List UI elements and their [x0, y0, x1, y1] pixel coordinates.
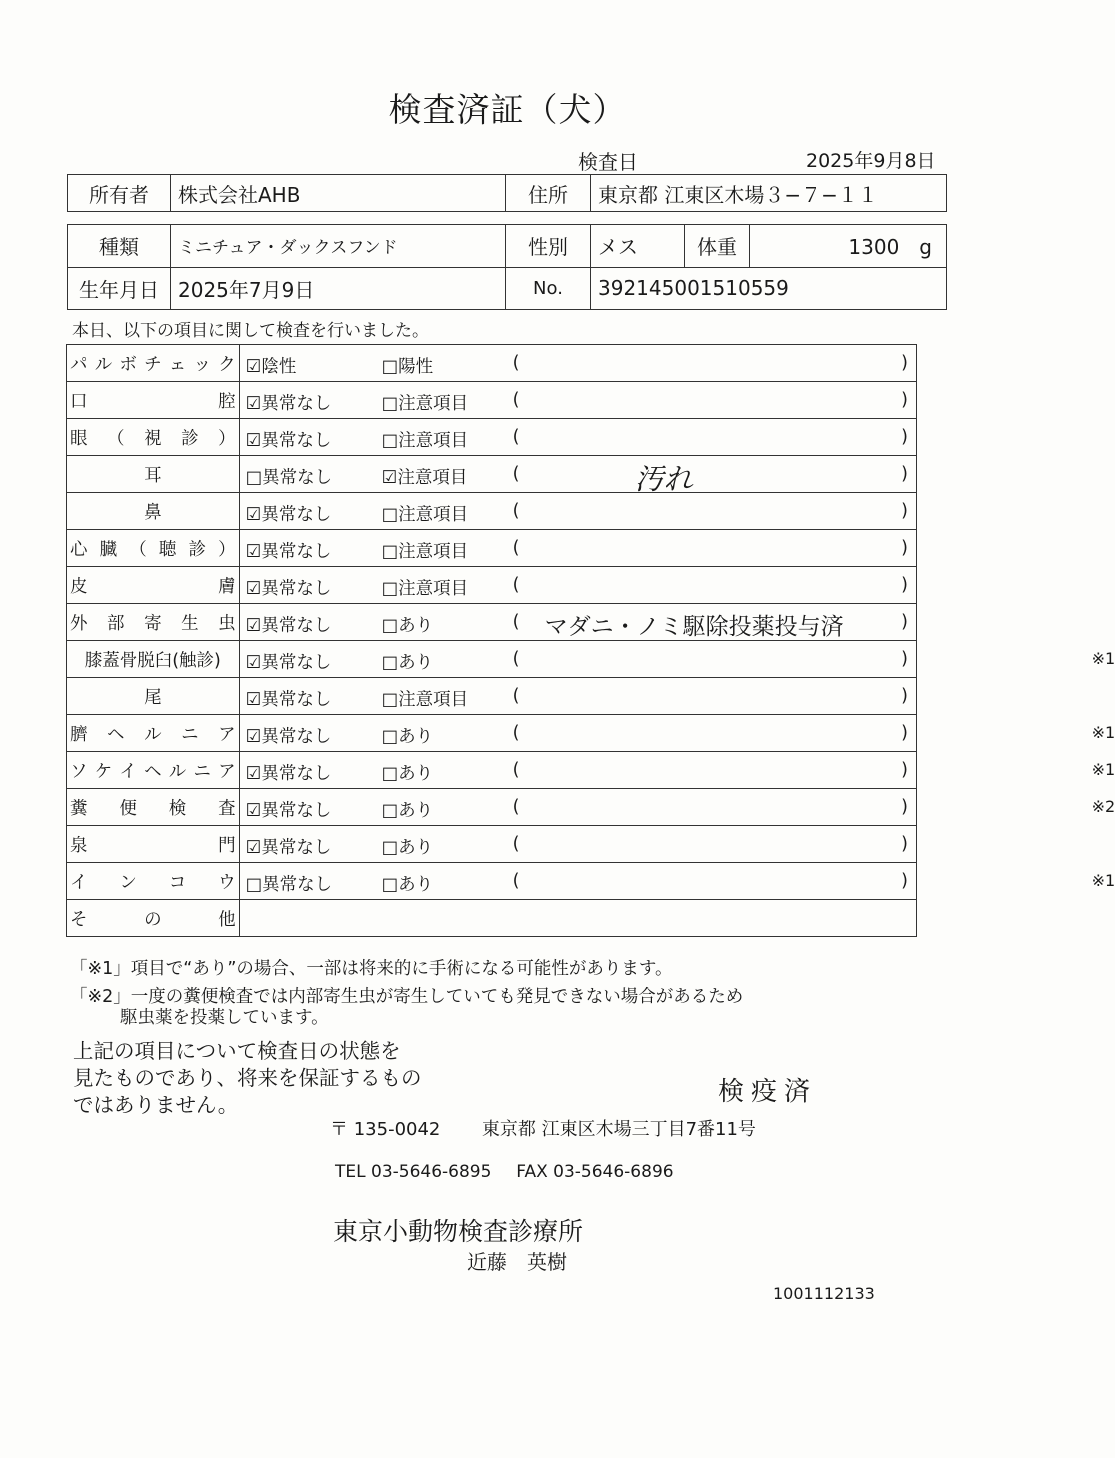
item-options-cell — [239, 530, 916, 567]
inspection-row — [67, 678, 917, 715]
paren-open: ( — [512, 501, 520, 521]
item-label-cell — [67, 715, 240, 752]
item-label — [70, 425, 236, 450]
inspection-row — [67, 419, 917, 456]
paren-close: ) — [901, 390, 908, 410]
option-alert-label: 注意項目 — [398, 505, 469, 525]
label-char: 皮 — [70, 576, 88, 597]
label-char: 心 — [70, 539, 88, 560]
label-char: ル — [168, 761, 187, 782]
item-label-cell — [67, 382, 240, 419]
option-normal — [246, 723, 332, 748]
item-label-cell — [67, 419, 240, 456]
inspection-row — [67, 752, 917, 789]
inspection-rows — [67, 345, 1115, 937]
handwritten-note: 汚れ — [634, 462, 693, 496]
option-normal-label: 異常なし — [261, 764, 332, 784]
label-char: 検 — [168, 798, 187, 819]
item-label-cell — [67, 567, 240, 604]
item-options-cell — [239, 863, 1115, 900]
label-char: 診 — [181, 428, 199, 449]
inspection-row — [67, 382, 917, 419]
inspection-date-label: 検査日 — [578, 150, 638, 174]
label-char: イ — [119, 761, 137, 782]
inspection-date-value: 2025年9月8日 — [806, 150, 936, 172]
option-normal — [246, 649, 332, 674]
checked-box-icon: ☑ — [245, 801, 262, 821]
footnote-mark: ※1 — [1091, 760, 1115, 779]
option-alert — [382, 427, 469, 452]
quarantine-stamp: 検疫済 — [718, 1077, 818, 1107]
checked-box-icon: ☑ — [245, 764, 262, 784]
item-label-cell — [67, 752, 240, 789]
item-options-cell — [239, 567, 916, 604]
option-alert-label: あり — [398, 616, 434, 636]
option-normal — [246, 390, 332, 415]
label-char: 糞 — [70, 798, 88, 819]
clinic-address: 東京都 江東区木場三丁目7番11号 — [481, 1119, 756, 1140]
inspection-row — [67, 530, 917, 567]
checkbox-icon: □ — [381, 579, 399, 599]
paren-close: ) — [901, 612, 908, 632]
item-label — [70, 536, 236, 561]
checkbox-icon: □ — [381, 653, 399, 673]
item-label-cell — [67, 456, 240, 493]
item-label-cell — [67, 493, 240, 530]
paren-open: ( — [512, 390, 520, 410]
birthdate-value: 2025年7月9日 — [171, 267, 506, 310]
item-label — [70, 758, 236, 783]
item-label — [70, 832, 236, 857]
label-char: 眼 — [70, 428, 88, 449]
option-alert-label: 陽性 — [398, 357, 434, 377]
option-normal-label: 異常なし — [261, 431, 332, 451]
option-normal — [246, 760, 332, 785]
option-alert — [382, 575, 469, 600]
item-label-cell — [67, 345, 240, 382]
checkbox-icon: □ — [381, 875, 399, 895]
inspection-row — [67, 715, 917, 752]
item-options-cell — [239, 826, 916, 863]
item-label — [70, 573, 236, 598]
label-char: そ — [70, 909, 88, 930]
checked-box-icon: ☑ — [245, 357, 262, 377]
label-char: 臓 — [99, 539, 118, 560]
item-label-cell — [67, 678, 240, 715]
option-normal-label: 異常なし — [261, 690, 332, 710]
checked-box-icon: ☑ — [245, 838, 262, 858]
footnote-mark: ※1 — [1091, 723, 1115, 742]
inspection-row — [67, 456, 917, 493]
label-char: ル — [94, 354, 113, 375]
paren-close: ) — [901, 797, 908, 817]
address-value: 東京都 江東区木場３−７−１１ — [591, 175, 947, 212]
inspection-row-other — [67, 900, 917, 937]
label-char: 臍 — [70, 724, 88, 745]
paren-open: ( — [512, 760, 520, 780]
option-alert — [382, 353, 434, 378]
checkbox-icon: □ — [381, 505, 399, 525]
checkbox-icon: □ — [381, 801, 399, 821]
item-label — [70, 869, 236, 894]
address-label: 住所 — [506, 175, 591, 212]
item-label — [70, 906, 236, 931]
label-char: 部 — [107, 613, 125, 634]
option-normal-label: 異常なし — [261, 616, 332, 636]
inspection-table — [66, 344, 1115, 937]
label-char: 診 — [188, 539, 206, 560]
pet-info-table — [67, 224, 947, 310]
inspection-row — [67, 789, 917, 826]
item-options-cell — [239, 715, 1115, 752]
item-options-cell — [239, 493, 916, 530]
label-char: ア — [218, 724, 236, 745]
checked-box-icon: ☑ — [245, 542, 262, 562]
checked-box-icon: ☑ — [245, 579, 262, 599]
intro-text: 本日、以下の項目に関して検査を行いました。 — [72, 321, 429, 341]
item-label-cell — [67, 826, 240, 863]
inspection-row — [67, 641, 917, 678]
paren-open: ( — [512, 575, 520, 595]
item-label: 耳 — [144, 465, 162, 486]
label-char: 腔 — [218, 391, 236, 412]
checked-box-icon: ☑ — [245, 505, 262, 525]
inspection-row — [67, 345, 917, 382]
label-char: 便 — [119, 798, 137, 819]
option-normal-label: 異常なし — [262, 875, 333, 895]
option-alert — [382, 464, 468, 489]
paren-close: ) — [901, 723, 908, 743]
weight-value: 1300 — [848, 235, 900, 260]
option-normal — [246, 427, 332, 452]
checked-box-icon: ☑ — [245, 616, 262, 636]
checked-box-icon: ☑ — [245, 727, 262, 747]
option-normal — [246, 834, 332, 859]
label-char: 聴 — [158, 539, 177, 560]
footnote-mark: ※1 — [1091, 649, 1115, 668]
item-options-cell — [239, 641, 1115, 678]
item-options-cell — [239, 419, 916, 456]
option-normal — [246, 612, 332, 637]
item-label-cell — [67, 641, 240, 678]
option-alert-label: 注意項目 — [398, 690, 469, 710]
option-alert — [382, 797, 434, 822]
document-code: 1001112133 — [773, 1284, 875, 1303]
label-char: 視 — [144, 428, 162, 449]
paren-open: ( — [512, 538, 520, 558]
item-options-cell — [239, 604, 916, 641]
disclaimer-line-3: ではありません。 — [73, 1093, 239, 1117]
option-alert — [382, 538, 469, 563]
inspection-row — [67, 863, 917, 900]
option-alert — [382, 501, 469, 526]
label-char: コ — [168, 872, 187, 893]
label-char: 門 — [218, 835, 236, 856]
label-char: ェ — [168, 354, 187, 375]
owner-value: 株式会社AHB — [171, 175, 506, 212]
option-alert-label: 注意項目 — [397, 468, 468, 488]
checkbox-icon: □ — [381, 690, 399, 710]
label-char: イ — [70, 872, 88, 893]
item-options-cell — [239, 678, 916, 715]
label-char: ケ — [94, 761, 113, 782]
option-normal-label: 異常なし — [261, 542, 332, 562]
doctor-name: 近藤 英樹 — [467, 1250, 567, 1274]
option-normal-label: 異常なし — [261, 394, 332, 414]
option-alert — [382, 686, 469, 711]
item-options-cell — [239, 752, 1115, 789]
item-label — [70, 610, 236, 635]
label-char: ヘ — [144, 761, 162, 782]
label-char: ク — [218, 354, 236, 375]
label-char: ニ — [181, 724, 199, 745]
label-char: 査 — [218, 798, 236, 819]
option-normal — [246, 575, 332, 600]
paren-open: ( — [512, 464, 520, 484]
checkbox-icon: □ — [245, 875, 263, 895]
paren-close: ) — [901, 575, 908, 595]
item-label: 鼻 — [144, 502, 162, 523]
label-char: （ — [107, 428, 125, 449]
label-char: ソ — [70, 761, 88, 782]
option-alert — [382, 834, 434, 859]
option-alert-label: あり — [398, 875, 434, 895]
option-alert — [382, 612, 434, 637]
label-char: 泉 — [70, 835, 88, 856]
item-options-cell — [239, 345, 916, 382]
checkbox-icon: □ — [381, 357, 399, 377]
option-normal — [246, 686, 332, 711]
label-char: 膚 — [218, 576, 236, 597]
paren-open: ( — [512, 834, 520, 854]
option-normal-label: 異常なし — [261, 727, 332, 747]
option-alert-label: あり — [398, 764, 434, 784]
option-alert-label: 注意項目 — [398, 394, 469, 414]
paren-close: ) — [901, 760, 908, 780]
checkbox-icon: □ — [381, 616, 399, 636]
option-normal-label: 異常なし — [261, 801, 332, 821]
item-note: マダニ・ノミ駆除投薬投与済 — [544, 614, 844, 640]
inspection-row — [67, 493, 917, 530]
tel-number: TEL 03-5646-6895 — [335, 1162, 492, 1182]
label-char: 虫 — [218, 613, 236, 634]
option-normal-label: 陰性 — [261, 357, 297, 377]
postal-code: 〒 135-0042 — [330, 1119, 441, 1140]
weight-cell — [750, 225, 947, 268]
option-normal — [246, 501, 332, 526]
checked-box-icon: ☑ — [381, 468, 398, 488]
label-char: 外 — [70, 613, 88, 634]
checked-box-icon: ☑ — [245, 690, 262, 710]
paren-close: ) — [901, 538, 908, 558]
label-char: チ — [144, 354, 162, 375]
contact-line — [335, 1162, 674, 1182]
clinic-address-line — [330, 1115, 756, 1141]
checkbox-icon: □ — [381, 838, 399, 858]
paren-close: ) — [901, 501, 908, 521]
label-char: ） — [218, 539, 236, 560]
breed-value: ミニチュア・ダックスフンド — [171, 225, 506, 268]
paren-close: ) — [901, 427, 908, 447]
item-label: 膝蓋骨脱臼(触診) — [84, 650, 221, 671]
paren-close: ) — [901, 871, 908, 891]
disclaimer-line-1: 上記の項目について検査日の状態を — [73, 1039, 401, 1063]
checked-box-icon: ☑ — [245, 394, 262, 414]
sex-value: メス — [591, 225, 685, 268]
label-char: ） — [218, 428, 236, 449]
option-alert-label: あり — [398, 653, 434, 673]
option-alert — [382, 760, 434, 785]
paren-open: ( — [512, 427, 520, 447]
option-alert-label: 注意項目 — [398, 542, 469, 562]
option-normal-label: 異常なし — [261, 838, 332, 858]
birthdate-label: 生年月日 — [68, 267, 171, 310]
paren-open: ( — [512, 871, 520, 891]
option-alert-label: あり — [398, 838, 434, 858]
option-normal-label: 異常なし — [262, 468, 333, 488]
label-char: ニ — [193, 761, 211, 782]
breed-label: 種類 — [68, 225, 171, 268]
label-char: （ — [129, 539, 147, 560]
option-normal-label: 異常なし — [261, 505, 332, 525]
item-label — [70, 388, 236, 413]
option-normal — [246, 797, 332, 822]
page-title: 検査済証（犬） — [388, 90, 627, 129]
option-alert — [382, 723, 434, 748]
weight-unit: g — [919, 235, 932, 260]
item-options-cell — [239, 382, 916, 419]
item-label: 尾 — [144, 687, 162, 708]
paren-open: ( — [512, 723, 520, 743]
footnote-2-cont: 駆虫薬を投薬しています。 — [120, 1008, 329, 1028]
option-normal-label: 異常なし — [261, 653, 332, 673]
option-alert — [382, 871, 434, 896]
disclaimer-line-2: 見たものであり、将来を保証するもの — [73, 1066, 422, 1090]
clinic-name: 東京小動物検査診療所 — [333, 1217, 584, 1246]
number-label: No. — [506, 267, 591, 310]
fax-number: FAX 03-5646-6896 — [516, 1162, 674, 1182]
label-char: ル — [144, 724, 162, 745]
label-char: ン — [119, 872, 137, 893]
checked-box-icon: ☑ — [245, 431, 262, 451]
inspection-row — [67, 567, 917, 604]
label-char: ボ — [119, 354, 137, 375]
item-label-cell — [67, 863, 240, 900]
paren-close: ) — [901, 353, 908, 373]
option-alert-label: 注意項目 — [398, 431, 469, 451]
weight-label: 体重 — [685, 225, 750, 268]
label-char: 他 — [218, 909, 236, 930]
footnote-mark: ※2 — [1091, 797, 1115, 816]
item-label — [70, 721, 236, 746]
paren-open: ( — [512, 353, 520, 373]
option-alert — [382, 649, 434, 674]
checkbox-icon: □ — [381, 764, 399, 784]
footnote-1: 「※1」項目で“あり”の場合、一部は将来的に手術になる可能性があります。 — [70, 959, 673, 979]
paren-open: ( — [512, 686, 520, 706]
item-label — [70, 351, 236, 376]
label-char: 寄 — [144, 613, 162, 634]
inspection-row — [67, 826, 917, 863]
checkbox-icon: □ — [381, 542, 399, 562]
checkbox-icon: □ — [381, 394, 399, 414]
item-options-cell — [239, 789, 1115, 826]
paren-close: ) — [901, 686, 908, 706]
other-label-cell — [67, 900, 240, 937]
label-char: の — [144, 909, 162, 930]
item-options-cell — [239, 456, 916, 496]
option-alert-label: 注意項目 — [398, 579, 469, 599]
option-normal — [246, 353, 297, 378]
owner-label: 所有者 — [68, 175, 171, 212]
option-normal — [246, 538, 332, 563]
item-label-cell — [67, 789, 240, 826]
checked-box-icon: ☑ — [245, 653, 262, 673]
paren-close: ) — [901, 464, 908, 484]
paren-close: ) — [901, 834, 908, 854]
paren-open: ( — [512, 649, 520, 669]
label-char: ア — [218, 761, 236, 782]
option-alert-label: あり — [398, 801, 434, 821]
paren-close: ) — [901, 649, 908, 669]
label-char: ヘ — [107, 724, 125, 745]
paren-open: ( — [512, 797, 520, 817]
number-value: 392145001510559 — [591, 267, 947, 310]
option-normal-label: 異常なし — [261, 579, 332, 599]
label-char: 生 — [181, 613, 199, 634]
sex-label: 性別 — [506, 225, 591, 268]
other-value-cell — [239, 900, 916, 937]
checkbox-icon: □ — [245, 468, 263, 488]
option-alert — [382, 390, 469, 415]
checkbox-icon: □ — [381, 431, 399, 451]
inspection-row — [67, 604, 917, 641]
item-label — [70, 795, 236, 820]
option-normal — [246, 871, 333, 896]
option-normal — [246, 464, 333, 489]
label-char: ッ — [193, 354, 211, 375]
paren-open: ( — [512, 612, 520, 632]
item-label-cell — [67, 530, 240, 567]
footnote-2: 「※2」一度の糞便検査では内部寄生虫が寄生していても発見できない場合があるため — [70, 987, 744, 1007]
owner-table — [67, 174, 947, 212]
label-char: ウ — [218, 872, 236, 893]
footnote-mark: ※1 — [1091, 871, 1115, 890]
option-alert-label: あり — [398, 727, 434, 747]
label-char: 口 — [70, 391, 88, 412]
label-char: パ — [70, 354, 88, 375]
item-label-cell — [67, 604, 240, 641]
checkbox-icon: □ — [381, 727, 399, 747]
